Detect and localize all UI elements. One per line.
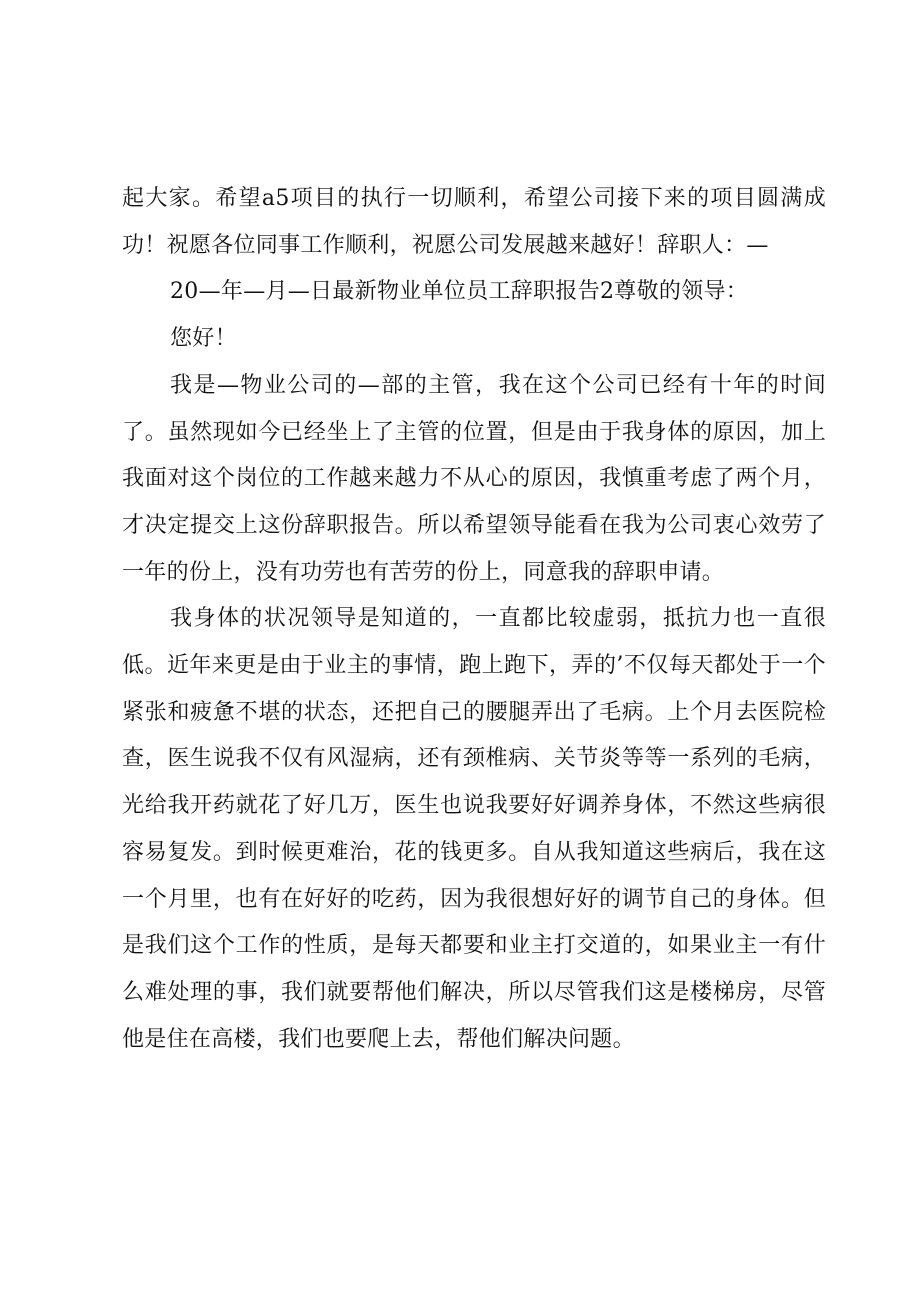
paragraph-introduction: 我是—物业公司的—部的主管，我在这个公司已经有十年的时间了。虽然现如今已经坐上了主管的位置，但是由于我身体的原因，加上我面对这个岗位的工作越来越力不从心的原因，我慎重考虑了两个月，才决定提交上这份辞职报告。所以希望领导能看在我为公司衷心效劳了一年的份上，没有功劳也有苦劳的份上，同意我的辞职申请。 (122, 372, 826, 585)
paragraph-health-reason: 我身体的状况领导是知道的，一直都比较虚弱，抵抗力也一直很低。近年来更是由于业主的事情，跑上跑下，弄的’不仅每天都处于一个紧张和疲惫不堪的状态，还把自己的腰腿弄出了毛病。上个月去医院检查，医生说我不仅有风湿病，还有颈椎病、关节炎等等一系列的毛病，光给我开药就花了好几万，医生也说我要好好调养身体，不然这些病很容易复发。到时候更难治，花的钱更多。自从我知道这些病后，我在这一个月里，也有在好好的吃药，因为我很想好好的调节自己的身体。但是我们这个工作的性质，是每天都要和业主打交道的，如果业主一有什么难处理的事，我们就要帮他们解决，所以尽管我们这是楼梯房，尽管他是住在高楼，我们也要爬上去，帮他们解决问题。 (122, 606, 826, 1052)
paragraph-closing: 起大家。希望a5项目的执行一切顺利，希望公司接下来的项目圆满成功！祝愿各位同事工作顺利，祝愿公司发展越来越好！辞职人：— (122, 186, 826, 258)
paragraph-greeting: 您好！ (170, 326, 237, 352)
paragraph-date-and-heading: 20—年—月—日最新物业单位员工辞职报告2尊敬的领导： (170, 279, 749, 305)
document-body (122, 176, 826, 1063)
